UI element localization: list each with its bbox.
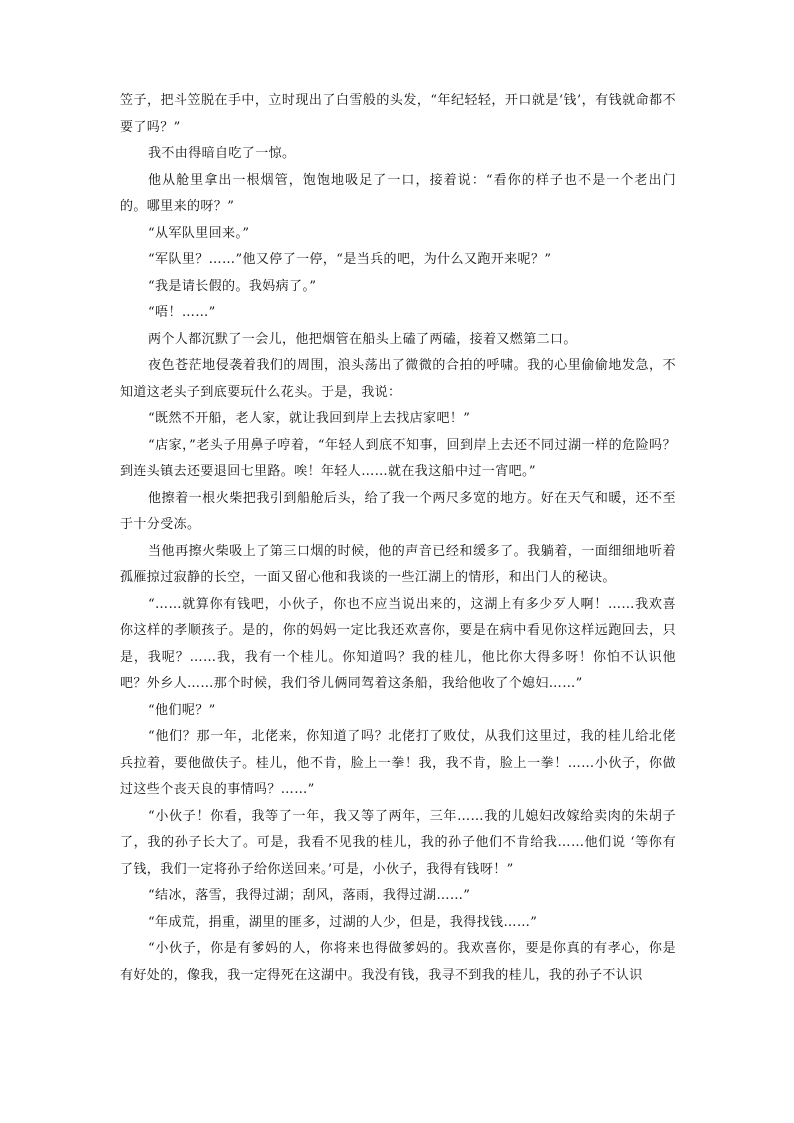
paragraph: “店家，”老头子用鼻子哼着，“年轻人到底不知事，回到岸上去还不同过湖一样的危险吗？到连头镇去还要退回七里路。唉！年轻人……就在我这船中过一宵吧。” [120,437,676,479]
paragraph: 两个人都沉默了一会儿，他把烟管在船头上磕了两磕，接着又燃第二口。 [148,331,577,347]
paragraph: “结冰，落雪，我得过湖；刮风，落雨，我得过湖……” [148,888,471,903]
paragraph: “唔！……” [148,305,216,320]
paragraph: “他们呢？” [148,702,216,718]
paragraph: 他擦着一根火柴把我引到船舱后头，给了我一个两尺多宽的地方。好在天气和暖，还不至于十分受冻。 [120,490,676,532]
paragraph: 我不由得暗自吃了一惊。 [148,146,296,161]
paragraph: 夜色苍茫地侵袭着我们的周围，浪头荡出了微微的合拍的呼啸。我的心里偷偷地发急，不知道这老头子到底要玩什么花头。于是，我说： [120,358,676,400]
paragraph: “从军队里回来。” [148,225,250,241]
paragraph: “他们？那一年，北佬来，你知道了吗？北佬打了败仗，从我们这里过，我的桂儿给北佬兵拉着，要他做伕子。桂儿，他不肯，脸上一拳！我，我不肯，脸上一拳！……小伙子，你做过这些个丧天良的事情吗？……” [120,729,676,797]
paragraph: “我是请长假的。我妈病了。” [148,278,317,294]
paragraph: 笠子，把斗笠脱在手中，立时现出了白雪般的头发，“年纪轻轻，开口就是‘钱’，有钱就命都不要了吗？” [120,93,676,135]
paragraph: 他从舱里拿出一根烟管，饱饱地吸足了一口，接着说：“看你的样子也不是一个老出门的。哪里来的呀？” [120,172,676,214]
paragraph: “既然不开船，老人家，就让我回到岸上去找店家吧！” [148,411,471,426]
paragraph: “……就算你有钱吧，小伙子，你也不应当说出来的，这湖上有多少歹人啊！……我欢喜你这样的孝顺孩子。是的，你的妈妈一定比我还欢喜你，要是在病中看见你这样远跑回去，只是，我呢？……我，我有一个桂儿。你知道吗？我的桂儿，他比你大得多呀！你怕不认识他吧？外乡人……那个时候，我们爷儿俩同驾着这条船，我给他收了个媳妇……” [120,596,676,691]
paragraph: “军队里？……”他又停了一停，“是当兵的吧，为什么又跑开来呢？” [148,252,552,267]
paragraph: “小伙子！你看，我等了一年，我又等了两年，三年……我的儿媳妇改嫁给卖肉的朱胡子了，我的孙子长大了。可是，我看不见我的桂儿，我的孙子他们不肯给我……他们说 ‘等你有了钱，我们一定将孙子给你送回来。’可是，小伙子，我得有钱呀！” [120,808,676,877]
paragraph: “年成荒，捐重，湖里的匪多，过湖的人少，但是，我得找钱……” [148,914,538,930]
paragraph: 当他再擦火柴吸上了第三口烟的时候，他的声音已经和缓多了。我躺着，一面细细地听着孤雁掠过寂静的长空，一面又留心他和我谈的一些江湖上的情形，和出门人的秘诀。 [120,543,676,585]
story-text [120,88,676,989]
paragraph: “小伙子，你是有爹妈的人，你将来也得做爹妈的。我欢喜你，要是你真的有孝心，你是有好处的，像我，我一定得死在这湖中。我没有钱，我寻不到我的桂儿，我的孙子不认识 [120,941,676,983]
